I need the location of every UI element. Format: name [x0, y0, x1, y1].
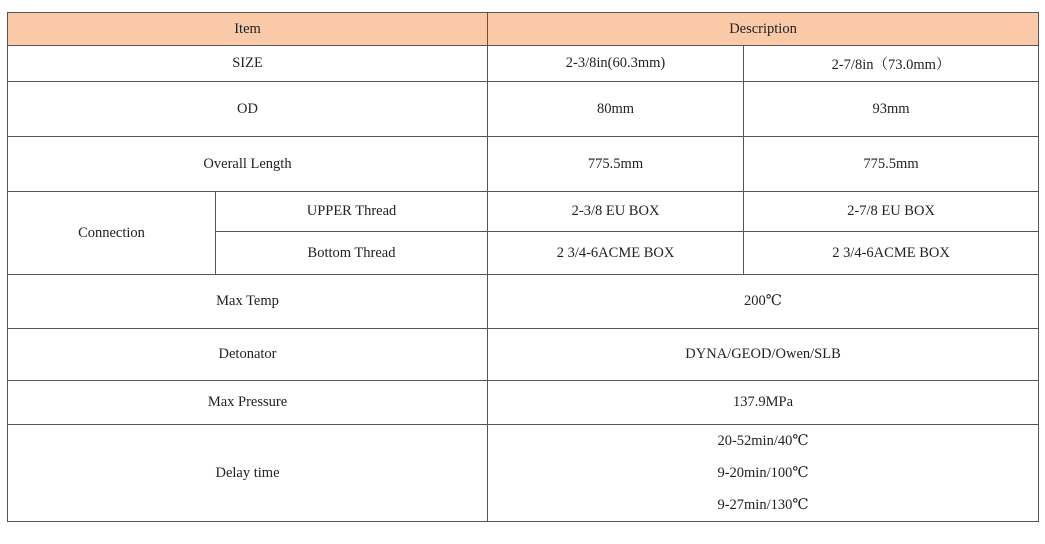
max-temp-label: Max Temp — [8, 275, 488, 329]
spec-table — [7, 12, 1039, 522]
delay-time-label: Delay time — [8, 425, 488, 522]
header-description: Description — [488, 13, 1039, 46]
max-temp-value: 200℃ — [488, 275, 1039, 329]
delay-time-values — [488, 425, 1039, 522]
overall-length-value-2: 775.5mm — [744, 137, 1039, 192]
table-row-detonator — [8, 329, 1039, 381]
max-pressure-value: 137.9MPa — [488, 381, 1039, 425]
table-row-delay-time — [8, 425, 1039, 522]
bottom-thread-value-1: 2 3/4-6ACME BOX — [488, 232, 744, 275]
bottom-thread-value-2: 2 3/4-6ACME BOX — [744, 232, 1039, 275]
size-label: SIZE — [8, 46, 488, 82]
size-value-1: 2-3/8in(60.3mm) — [488, 46, 744, 82]
bottom-thread-label: Bottom Thread — [216, 232, 488, 275]
detonator-label: Detonator — [8, 329, 488, 381]
table-row-max-temp — [8, 275, 1039, 329]
table-row-upper-thread — [8, 192, 1039, 232]
table-row-max-pressure — [8, 381, 1039, 425]
delay-time-value: 20-52min/40℃ — [717, 433, 809, 449]
max-pressure-label: Max Pressure — [8, 381, 488, 425]
header-item: Item — [8, 13, 488, 46]
delay-time-value: 9-20min/100℃ — [717, 465, 809, 481]
table-row-od — [8, 82, 1039, 137]
detonator-value: DYNA/GEOD/Owen/SLB — [488, 329, 1039, 381]
overall-length-label: Overall Length — [8, 137, 488, 192]
delay-time-value: 9-27min/130℃ — [717, 497, 809, 513]
upper-thread-value-2: 2-7/8 EU BOX — [744, 192, 1039, 232]
table-row-overall-length — [8, 137, 1039, 192]
header-row — [8, 13, 1039, 46]
size-value-2: 2-7/8in（73.0mm） — [744, 46, 1039, 82]
od-value-1: 80mm — [488, 82, 744, 137]
upper-thread-label: UPPER Thread — [216, 192, 488, 232]
connection-label: Connection — [8, 192, 216, 275]
od-label: OD — [8, 82, 488, 137]
overall-length-value-1: 775.5mm — [488, 137, 744, 192]
od-value-2: 93mm — [744, 82, 1039, 137]
table-row-size — [8, 46, 1039, 82]
upper-thread-value-1: 2-3/8 EU BOX — [488, 192, 744, 232]
